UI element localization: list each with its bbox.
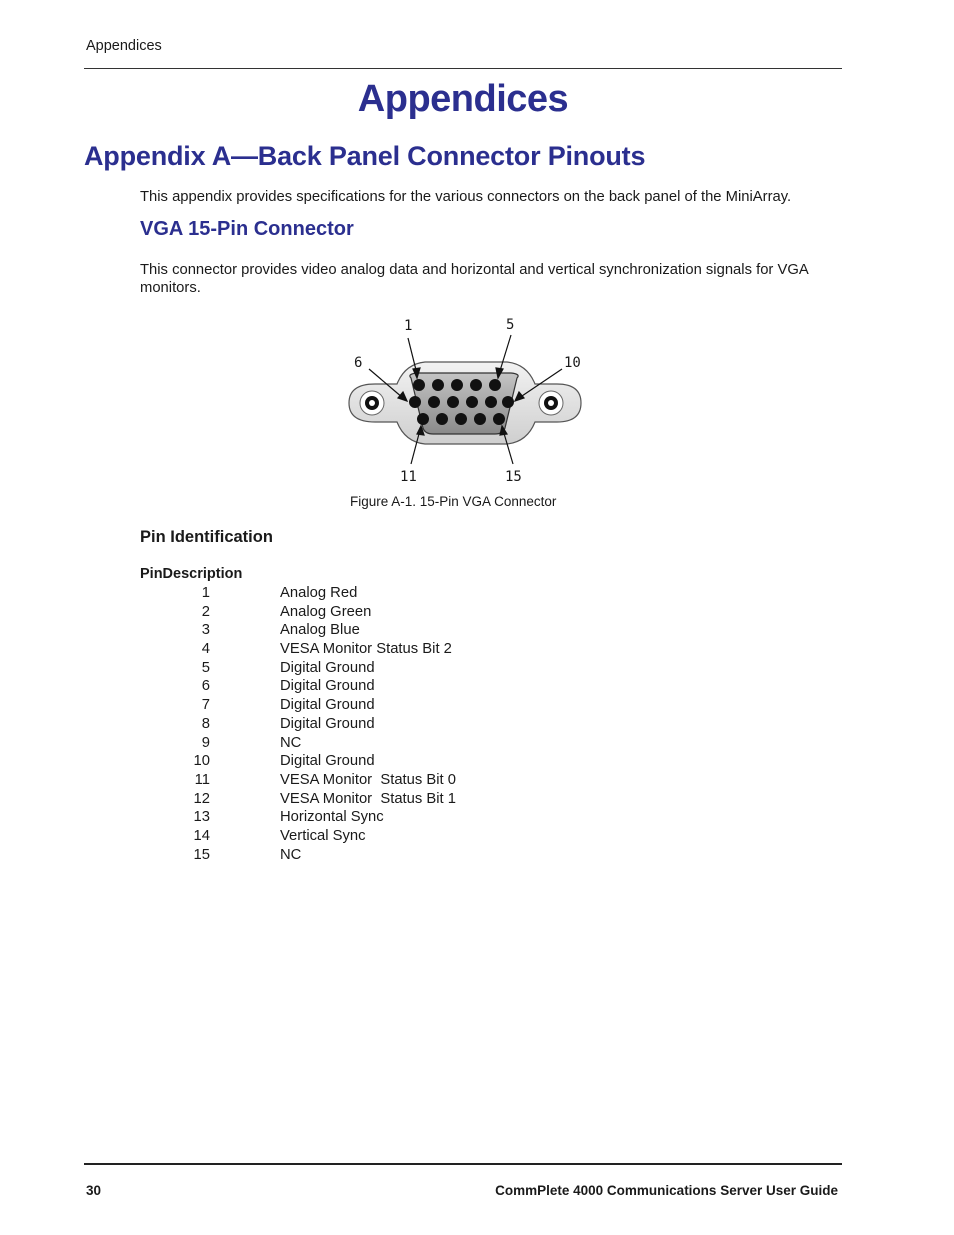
- pin-description: Digital Ground: [280, 753, 375, 770]
- pin-description: Analog Red: [280, 585, 358, 601]
- table-row: [140, 603, 640, 622]
- footer-rule: [84, 1163, 842, 1165]
- table-row: [140, 808, 640, 827]
- pin-number: 14: [193, 827, 210, 844]
- section-title: VGA 15-Pin Connector: [140, 218, 354, 240]
- pin-table-header: PinDescription: [140, 566, 243, 582]
- pin-number: 7: [201, 697, 210, 714]
- table-row: [140, 827, 640, 846]
- pin-number: 11: [194, 771, 210, 788]
- vga-connector-diagram: [345, 312, 585, 484]
- label-pin-1: 1: [404, 318, 413, 334]
- table-row: [140, 734, 640, 753]
- pin-number: 13: [193, 809, 210, 826]
- pin-description: NC: [280, 734, 302, 751]
- pin-identification-heading: Pin Identification: [140, 528, 273, 546]
- pin-number: 12: [193, 790, 210, 807]
- left-screw-icon: [360, 391, 384, 415]
- pin-table: [140, 584, 640, 864]
- label-pin-10: 10: [564, 355, 581, 371]
- pin-number: 5: [201, 659, 210, 676]
- pin-number: 4: [201, 641, 210, 658]
- pin-number: 10: [193, 753, 210, 770]
- table-row: [140, 659, 640, 678]
- section-description: This connector provides video analog data and horizontal and vertical synchronization signals for VGA monitors.: [140, 262, 808, 296]
- figure-caption: Figure A-1. 15-Pin VGA Connector: [350, 494, 557, 509]
- pin-description: NC: [280, 846, 302, 863]
- table-row: [140, 771, 640, 790]
- pin-description: Digital Ground: [280, 678, 375, 695]
- pin-description: Analog Blue: [280, 622, 360, 639]
- label-pin-5: 5: [506, 317, 515, 333]
- table-row: [140, 752, 640, 771]
- header-rule: [84, 68, 842, 69]
- table-row: [140, 640, 640, 659]
- table-row: [140, 846, 640, 865]
- running-header: Appendices: [86, 38, 162, 54]
- pin-description: Horizontal Sync: [280, 809, 384, 826]
- pin-description: Digital Ground: [280, 697, 375, 714]
- label-pin-15: 15: [505, 469, 522, 485]
- table-row: [140, 621, 640, 640]
- appendix-title: Appendix A—Back Panel Connector Pinouts: [84, 141, 646, 171]
- footer-guide-title: CommPlete 4000 Communications Server User Guide: [495, 1183, 838, 1198]
- pin-number: 6: [201, 678, 210, 695]
- label-pin-6: 6: [354, 355, 363, 371]
- right-screw-icon: [539, 391, 563, 415]
- pin-description: Vertical Sync: [280, 827, 366, 844]
- pin-description: Digital Ground: [280, 659, 375, 676]
- table-row: [140, 584, 640, 603]
- table-row: [140, 715, 640, 734]
- pin-number: 15: [193, 846, 210, 863]
- pin-number: 2: [201, 603, 210, 620]
- pin-description: VESA Monitor Status Bit 2: [280, 641, 452, 658]
- table-row: [140, 696, 640, 715]
- page-title: Appendices: [357, 78, 569, 120]
- table-row: [140, 677, 640, 696]
- label-pin-11: 11: [400, 469, 417, 485]
- pin-description: Analog Green: [280, 603, 372, 620]
- vga-connector-figure: [345, 312, 585, 484]
- pin-number: 3: [201, 622, 210, 639]
- page-number: 30: [86, 1183, 102, 1198]
- pin-number: 1: [201, 585, 210, 601]
- pin-description: Digital Ground: [280, 715, 375, 732]
- pin-number: 8: [201, 715, 210, 732]
- pin-number: 9: [201, 734, 210, 751]
- pin-description: VESA Monitor Status Bit 0: [280, 771, 457, 788]
- intro-paragraph: This appendix provides specifications for the various connectors on the back panel of the MiniArray.: [140, 189, 792, 205]
- table-row: [140, 790, 640, 809]
- pin-description: VESA Monitor Status Bit 1: [280, 790, 457, 807]
